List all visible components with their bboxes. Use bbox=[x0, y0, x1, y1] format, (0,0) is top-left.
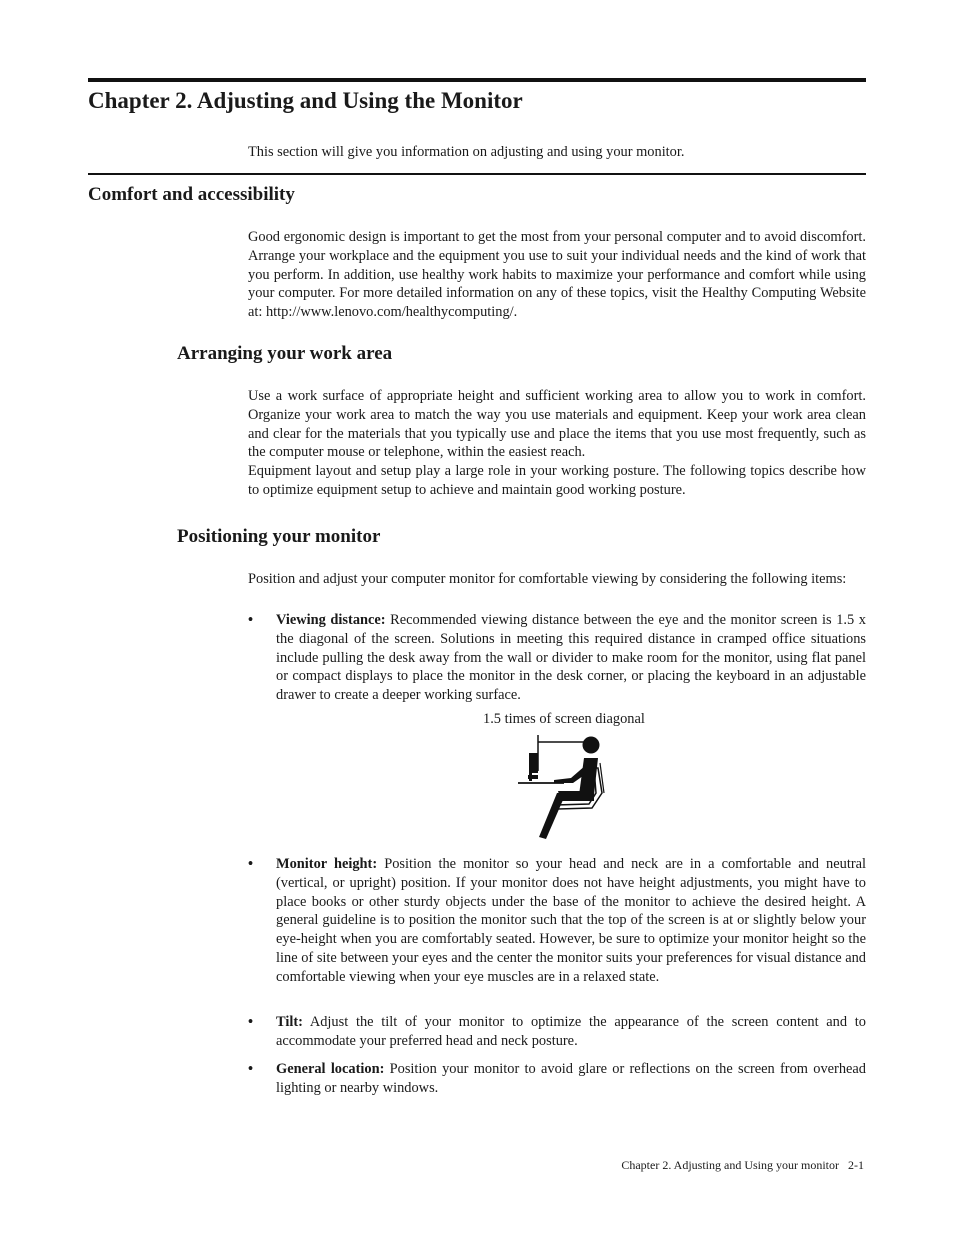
page-footer: Chapter 2. Adjusting and Using your monitor 2-1 bbox=[621, 1158, 864, 1172]
bullet-text: Adjust the tilt of your monitor to optimize the appearance of the screen content and to accommodate your preferred head and neck posture. bbox=[276, 1014, 866, 1049]
bullet-term: General location: bbox=[276, 1061, 385, 1077]
seated-person-viewing-distance-icon bbox=[516, 733, 626, 845]
positioning-intro: Position and adjust your computer monitor for comfortable viewing by considering the following items: bbox=[248, 571, 847, 587]
bullet-monitor-height bbox=[248, 855, 866, 987]
heading-comfort: Comfort and accessibility bbox=[88, 184, 295, 205]
chapter-title: Chapter 2. Adjusting and Using the Monitor bbox=[88, 88, 523, 113]
bullet-icon: • bbox=[248, 1061, 254, 1077]
bullet-term: Monitor height: bbox=[276, 856, 378, 872]
comfort-paragraph bbox=[248, 228, 866, 322]
bullet-general-location bbox=[248, 1060, 866, 1098]
bullet-text: Position the monitor so your head and neck are in a comfortable and neutral (vertical, or upright) position. If your monitor does not have height adjustments, you might have to place books or other sturdy objects under the base of the monitor to achieve the desired height. A general guideline is to position the monitor such that the top of the screen is at or slightly below your eye-height when you are comfortably seated. However, be sure to optimize your monitor height so the line of site between your eyes and the center the monitor suits your preferences for visual distance and comfortable viewing when your eye muscles are in a relaxed state. bbox=[276, 856, 866, 985]
positioning-intro-paragraph bbox=[248, 570, 866, 589]
comfort-body: Good ergonomic design is important to get the most from your personal computer and to avoid discomfort. Arrange your workplace and the equipment you use to suit your individual needs and the kind of work that you perform. In addition, use healthy work habits to maximize your performance and comfort while using your computer. For more detailed information on any of these topics, visit the Healthy Computing Website at: http://www.lenovo.com/healthycomputing/. bbox=[248, 229, 866, 321]
chapter-top-rule bbox=[88, 78, 866, 82]
bullet-icon: • bbox=[248, 856, 254, 872]
bullet-tilt bbox=[248, 1013, 866, 1051]
work-area-body-1: Use a work surface of appropriate height and sufficient working area to allow you to work in comfort. Organize your work area to match the way you use materials and equipment. Keep your work area clean and clear for the materials that you typically use and place the items that you use most frequently, such as the computer mouse or telephone, within the easiest reach. bbox=[248, 388, 866, 461]
bullet-text: Recommended viewing distance between the eye and the monitor screen is 1.5 x the diagonal of the screen. Solutions in meeting this required distance in cramped office situations include pulling the desk away from the wall or divider to make room for the monitor, using flat panel or compact displays to place the monitor in the desk corner, or placing the keyboard in an adjustable drawer to create a deeper working surface. bbox=[276, 612, 866, 704]
work-area-paragraph bbox=[248, 387, 866, 500]
bullet-term: Viewing distance: bbox=[276, 612, 386, 628]
bullet-viewing-distance bbox=[248, 611, 866, 705]
heading-positioning: Positioning your monitor bbox=[177, 526, 381, 547]
bullet-icon: • bbox=[248, 612, 254, 628]
heading-work-area: Arranging your work area bbox=[177, 343, 393, 364]
bullet-text: Position your monitor to avoid glare or reflections on the screen from overhead lighting or nearby windows. bbox=[276, 1061, 866, 1096]
bullet-term: Tilt: bbox=[276, 1014, 303, 1030]
work-area-body-2: Equipment layout and setup play a large role in your working posture. The following topics describe how to optimize equipment setup to achieve and maintain good working posture. bbox=[248, 463, 866, 498]
section-divider bbox=[88, 173, 866, 175]
chapter-intro: This section will give you information on adjusting and using your monitor. bbox=[248, 144, 685, 160]
figure-caption: 1.5 times of screen diagonal bbox=[483, 711, 645, 727]
bullet-icon: • bbox=[248, 1014, 254, 1030]
